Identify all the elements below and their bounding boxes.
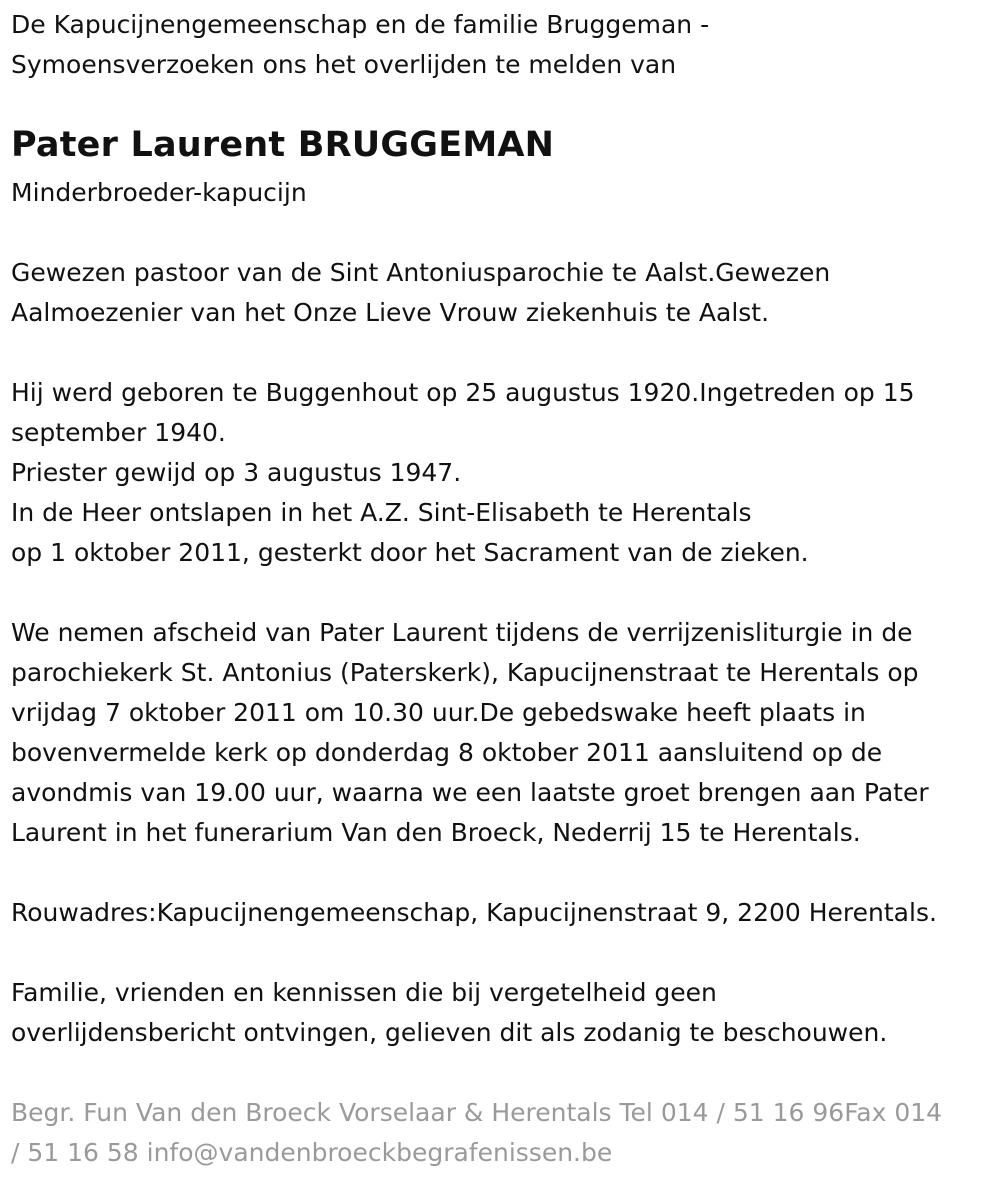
ceremony-line: vrijdag 7 oktober 2011 om 10.30 uur.De gebedswake heeft plaats in [11,698,866,727]
life-paragraph [11,373,915,573]
ceremony-paragraph [11,613,929,853]
address-paragraph [11,893,937,933]
life-line: september 1940. [11,418,226,447]
ceremony-line: bovenvermelde kerk op donderdag 8 oktober 2011 aansluitend op de [11,738,883,767]
career-line: Aalmoezenier van het Onze Lieve Vrouw ziekenhuis te Aalst. [11,298,770,327]
career-paragraph [11,253,830,333]
deceased-name: Pater Laurent BRUGGEMAN [11,125,555,165]
address-line: Rouwadres:Kapucijnengemeenschap, Kapucijnenstraat 9, 2200 Herentals. [11,898,937,927]
footer-line: Begr. Fun Van den Broeck Vorselaar & Herentals Tel 014 / 51 16 96Fax 014 [11,1098,943,1127]
ceremony-line: Laurent in het funerarium Van den Broeck, Nederrij 15 te Herentals. [11,818,861,847]
intro-line: De Kapucijnengemeenschap en de familie Bruggeman - [11,10,710,39]
notice-line: overlijdensbericht ontvingen, gelieven dit als zodanig te beschouwen. [11,1018,888,1047]
career-line: Gewezen pastoor van de Sint Antoniusparochie te Aalst.Gewezen [11,258,831,287]
ceremony-line: avondmis van 19.00 uur, waarna we een laatste groet brengen aan Pater [11,778,929,807]
notice-paragraph [11,973,887,1053]
life-line: Hij werd geboren te Buggenhout op 25 augustus 1920.Ingetreden op 15 [11,378,915,407]
ceremony-line: parochiekerk St. Antonius (Paterskerk), Kapucijnenstraat te Herentals op [11,658,919,687]
life-line: In de Heer ontslapen in het A.Z. Sint-Elisabeth te Herentals [11,498,752,527]
intro-paragraph [11,5,709,85]
notice-line: Familie, vrienden en kennissen die bij vergetelheid geen [11,978,717,1007]
life-line: Priester gewijd op 3 augustus 1947. [11,458,462,487]
ceremony-line: We nemen afscheid van Pater Laurent tijdens de verrijzenisliturgie in de [11,618,913,647]
funeral-home-footer [11,1093,942,1173]
footer-line: / 51 16 58 info@vandenbroeckbegrafenissen.be [11,1138,613,1167]
intro-line: Symoensverzoeken ons het overlijden te melden van [11,50,677,79]
deceased-title: Minderbroeder-kapucijn [11,178,307,207]
life-line: op 1 oktober 2011, gesterkt door het Sacrament van de zieken. [11,538,809,567]
